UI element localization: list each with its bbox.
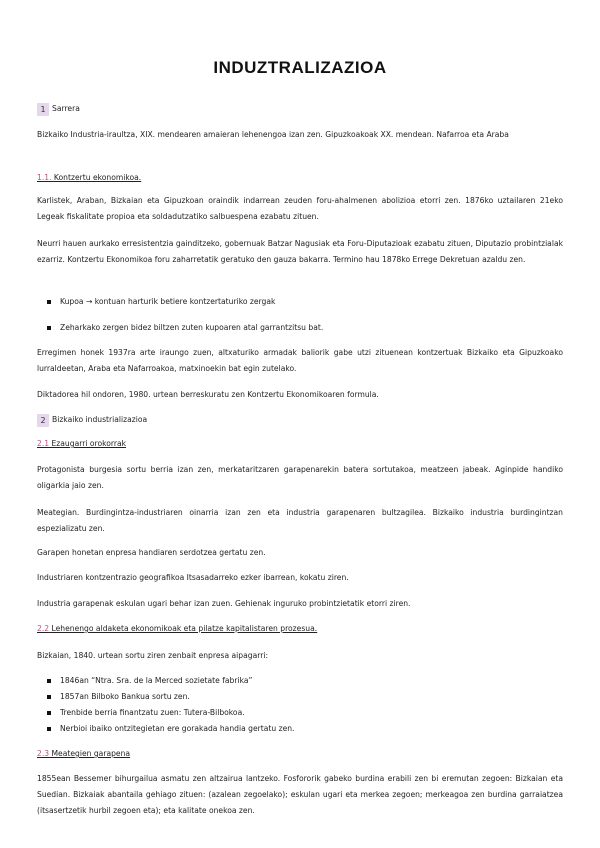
- paragraph: Erregimen honek 1937ra arte iraungo zuen, altxaturiko armadak baliorik gabe utzi zituenean kontzertuak Bizkaiko eta Gipuzkoako lurraldeetan, Araba eta Nafarroakoa, matxinoekin bat egin zutelako.: [37, 348, 563, 373]
- subsection-title: Ezaugarri orokorrak: [51, 439, 127, 448]
- subsection-number: 2.2: [37, 624, 50, 633]
- paragraph: Protagonista burgesia sortu berria izan zen, merkataritzaren garapenarekin batera sortutakoa, meatzeen jabeak. Aginpide handiko oligarkia jaio zen.: [37, 465, 563, 490]
- subsection-title: Lehenengo aldaketa ekonomikoak eta pilatze kapitalistaren prozesua.: [51, 624, 318, 633]
- subsection-heading-2-3: [37, 746, 563, 762]
- page-title: INDUZTRALIZAZIOA: [213, 58, 387, 77]
- subsection-heading-2-2: [37, 621, 563, 637]
- paragraph: Industria garapenak eskulan ugari behar izan zuen. Gehienak inguruko probintzietatik etorri ziren.: [37, 599, 411, 608]
- paragraph: 1855ean Bessemer bihurgailua asmatu zen altzairua lantzeko. Fosfororik gabeko burdina erabili zen bi eremutan zegoen: Bizkaian eta Suedian. Bizkaiak abantaila gehiago zituen: (azalean zegoelako); eskulan ugari eta merkea zegoen; merkeagoa zen burdina garraiatzea (itsasertzetik hurbil zegoen eta); eta kalitate onekoa zen.: [37, 774, 563, 815]
- subsection-heading-1-1: [37, 170, 563, 186]
- list-item: Kupoa → kontuan harturik betiere kontzertaturiko zergak: [37, 294, 563, 310]
- section-title: Bizkaiko industrializazioa: [52, 415, 148, 424]
- subsection-title: Meategien garapena: [51, 749, 131, 758]
- paragraph: Industriaren kontzentrazio geografikoa Itsasadarreko ezker ibarrean, kokatu ziren.: [37, 573, 349, 582]
- list-item: 1857an Bilboko Bankua sortu zen.: [37, 689, 563, 705]
- paragraph: Neurri hauen aurkako erresistentzia gainditzeko, gobernuak Batzar Nagusiak eta Foru-Diputazioak ezabatu zituen, Diputazio probintzialak ezarriz. Kontzertu Ekonomikoa foru zaharretatik geratuko den gauza bakarra. Termino hau 1878ko Errege Dekretuan azaldu zen.: [37, 239, 563, 264]
- bullet-list: [37, 294, 563, 336]
- subsection-number: 2.1: [37, 439, 50, 448]
- paragraph: Meategian. Burdingintza-industriaren oinarria izan zen eta industria garapenaren bultzagilea. Bizkaiko industria burdingintzan espezializatu zen.: [37, 508, 563, 533]
- subsection-title: Kontzertu ekonomikoa.: [53, 173, 142, 182]
- paragraph: Diktadorea hil ondoren, 1980. urtean berreskuratu zen Kontzertu Ekonomikoaren formula.: [37, 390, 379, 399]
- subsection-number: 2.3: [37, 749, 50, 758]
- section-number: 2: [37, 414, 49, 427]
- paragraph: Garapen honetan enpresa handiaren serdotzea gertatu zen.: [37, 548, 266, 557]
- bullet-list: [37, 673, 563, 737]
- list-item: Nerbioi ibaiko ontzitegietan ere gorakada handia gertatu zen.: [37, 721, 563, 737]
- paragraph: Bizkaian, 1840. urtean sortu ziren zenbait enpresa aipagarri:: [37, 651, 269, 660]
- section-heading-1: [37, 101, 563, 117]
- paragraph: Bizkaiko Industria-iraultza, XIX. mendearen amaieran lehenengoa izan zen. Gipuzkoakoak XX. mendean. Nafarroa eta Araba: [37, 130, 509, 139]
- section-title: Sarrera: [52, 104, 80, 113]
- list-item: Trenbide berria finantzatu zuen: Tutera-Bilbokoa.: [37, 705, 563, 721]
- list-item: 1846an “Ntra. Sra. de la Merced sozietate fabrika”: [37, 673, 563, 689]
- section-number: 1: [37, 103, 49, 116]
- subsection-heading-2-1: [37, 436, 563, 452]
- paragraph: Karlistek, Araban, Bizkaian eta Gipuzkoan oraindik indarrean zeuden foru-ahalmenen abolizioa etorri zen. 1876ko uztailaren 21eko Legeak fiskalitate propioa eta soldadutzatiko salbuespena ezabatu zituen.: [37, 196, 563, 221]
- subsection-number: 1.1.: [37, 173, 52, 182]
- section-heading-2: [37, 412, 563, 428]
- list-item: Zeharkako zergen bidez biltzen zuten kupoaren atal garrantzitsu bat.: [37, 320, 563, 336]
